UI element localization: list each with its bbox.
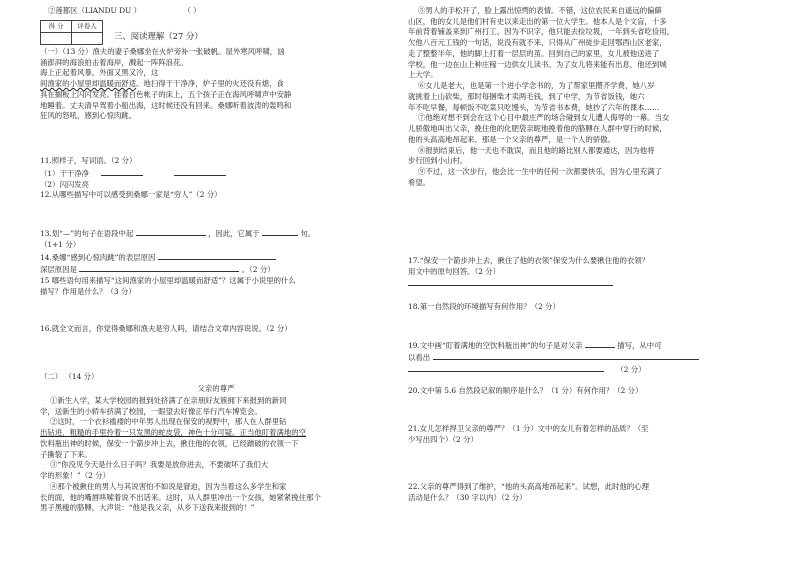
score-table xyxy=(40,20,103,45)
story-line: ⑤男人的手松开了，脸上露出惊愕的表情。不错，这位农民来自遥远的偏僻 xyxy=(418,6,662,15)
story-line: 子撕裂了下来。 xyxy=(40,449,92,459)
q14-answer-1[interactable] xyxy=(158,252,276,260)
q19-answer-1[interactable] xyxy=(585,340,615,348)
q14-text-c: 。（2 分） xyxy=(241,265,275,274)
q19-score: （2 分） xyxy=(616,365,646,374)
q17-answer-row xyxy=(408,278,613,290)
q17-line: 用文中的原句回答。（2 分） xyxy=(408,266,501,276)
para-line: 地睡着。丈夫清早驾着小船出海，这时候还没有回来。桑娜听着波涛的轰鸣和 xyxy=(40,100,292,110)
q13-answer-1[interactable] xyxy=(136,228,206,236)
q16: 16.就全文而言，你觉得桑娜和渔夫是穷人吗，请结合文章内容说说。（2 分） xyxy=(40,324,292,333)
story-line: 就挑着上山砍柴，那时每捆柴才卖两毛钱，到了中学，为节省饭钱，她六 xyxy=(408,91,645,101)
q13-text-c: 句。 xyxy=(300,229,316,238)
part1-header: （一） xyxy=(40,47,63,56)
q15-line: 描写？作用是什么？（3 分） xyxy=(40,286,136,296)
para-line: 狂风的怒吼，感到心惊肉跳。 xyxy=(40,111,137,121)
story-line: 年前背着铺盖来到广州打工。因为不识字，他只能去捡垃圾，一年到头省吃俭用， xyxy=(408,27,675,37)
q11b-label: （2）闪闪发亮 xyxy=(40,180,90,189)
q13-text-a: 13.划“—”的句子在语段中起 xyxy=(40,229,134,238)
story-line: 欠他八百元工钱的一句话，说没有就不来，只得从广州徒步走回鄂西山区老家， xyxy=(408,38,667,48)
story-line: ⑥女儿是老大，也是第一个进小学念书的，为了帮家里攒齐学费，她八岁 xyxy=(418,81,655,91)
para-line: 。地扫得干干净净，炉子里的火还没有熄，食 xyxy=(136,79,284,89)
score-cell[interactable] xyxy=(41,33,72,45)
q19-row-a xyxy=(408,340,662,352)
grader-cell[interactable] xyxy=(72,33,103,45)
q11a-answer-1[interactable] xyxy=(101,168,143,176)
q14-row-a xyxy=(40,252,276,264)
q19-answer-2[interactable] xyxy=(433,352,699,360)
q17 xyxy=(408,256,649,277)
q14-answer-2[interactable] xyxy=(79,264,239,272)
q22-line: 活动是什么？（30 字以内）（2 分） xyxy=(408,492,527,502)
q21-line: 少写出四个）（2 分） xyxy=(408,434,478,444)
q13-score: （1+1 分） xyxy=(40,240,81,249)
q22 xyxy=(408,482,649,503)
q14-text-b: 深层原因是 xyxy=(40,265,77,274)
q20: 20.文中第 5.6 自然段记叙的顺序是什么？（1 分）有何作用？（2 分） xyxy=(408,386,643,395)
story-line: 年不吃早餐，每顿饭不吃菜只吃馒头，为节省书本费，她抄了六年的课本…… xyxy=(408,102,660,112)
story-line: 他的头高高地昂起来。那是一个父亲的尊严，是一个人的骄傲。 xyxy=(408,134,615,144)
story-line: ⑦他绝对想不到会在这个心目中最庄严的场合碰到女儿遭人侮辱的一幕。当女 xyxy=(418,113,670,123)
q14-text-a: 14.桑娜“感到心惊肉跳”的表层原因 xyxy=(40,253,156,262)
q17-answer[interactable] xyxy=(408,278,613,286)
story-line: 步行回到小山村。 xyxy=(408,156,468,166)
q19-row-c xyxy=(408,364,646,376)
q19-text-b: 描写，从中可 xyxy=(617,341,662,350)
story-line: 饮料瓶出神的时候，保安一个箭步冲上去，揪住他的衣领，已经蹭破的衣领一下 xyxy=(40,438,299,448)
q13-answer-2[interactable] xyxy=(262,228,298,236)
story-line: 上大学。 xyxy=(408,70,438,80)
story-line: 学的形象！”（2 分） xyxy=(40,471,110,481)
story-line: 男子黑瘦的胳膊，大声说：“他是我父亲，从乡下送我来报到的！” xyxy=(40,503,255,513)
q18: 18.第一自然段的环境描写有何作用？（2 分） xyxy=(408,302,560,311)
story-line: ⑧报到结束后，他一天也不耽误，而且他的路比别人都要通达，因为他将 xyxy=(418,145,655,155)
para-line: 海上正起着风暴，外面又黑又冷，这 xyxy=(40,68,159,78)
q19-text-a: 19.文中画“盯着满地的空饮料瓶出神”的句子是对父亲 xyxy=(408,341,583,350)
q13 xyxy=(40,228,315,240)
story-line: 学校，他一边在山上种庄稼一边供女儿读书。为了女儿将来能有出息，他还到城 xyxy=(408,59,667,69)
q11a-row xyxy=(40,168,226,180)
q15 xyxy=(40,276,296,297)
top-item-paren: （ ） xyxy=(183,6,201,15)
story-line: ③“你没见今天是什么日子吗？我要是放你进去，不要破坏了我们大 xyxy=(50,460,269,470)
story-line: 学，送新生的小轿车挤满了校园，一眼望去好像正举行汽车博览会。 xyxy=(40,406,262,416)
story-line: 山区，他的女儿是他们村有史以来走出的第一位大学生。他本人是个文盲，十多 xyxy=(408,16,667,26)
q11a-answer-2[interactable] xyxy=(174,168,226,176)
story-line: ⑨不过，这一次步行，他会比一生中的任何一次都要快乐，因为心里充满了 xyxy=(418,167,662,177)
story-right-body xyxy=(408,6,674,188)
part2-header: （二） （14 分） xyxy=(40,372,99,381)
q13-text-b: ，因此，它属于 xyxy=(207,229,260,238)
q19-text-c: 以看出 xyxy=(408,353,431,362)
score-box xyxy=(40,20,103,45)
story-line: 希望。 xyxy=(408,177,431,187)
story-line: 儿骄傲地叫出父亲，挽住他的化肥袋亲昵地挽着他的胳膊在人群中穿行的时候， xyxy=(408,124,667,134)
q21-line: 21.女儿怎样捍卫父亲的尊严？（1 分）文中的女儿有着怎样的品质？（至 xyxy=(408,424,649,433)
q15-line: 15 哪些语句用来描写“这间渔家的小屋里却温暖而舒适”？这属于小说里的什么 xyxy=(40,276,296,285)
q19-answer-3[interactable] xyxy=(408,364,604,372)
part1-passage xyxy=(40,47,291,122)
story-line: 出钻进，粗糙的手里拎着一只发黑的蛇皮袋，神色十分可疑。正当他盯着满地的空 xyxy=(40,428,307,438)
q14-row-b xyxy=(40,264,275,276)
story-line: ④那个被揪住的男人与其说害怕不如说是窘迫，因为当着这么多学生和家 xyxy=(50,481,287,491)
section-title: 三、阅读理解（27 分） xyxy=(114,31,203,41)
q21 xyxy=(408,424,649,445)
q12: 12.从哪些描写中可以感受到桑娜一家是“穷人”（2 分） xyxy=(40,190,222,199)
underlined-sentence: 间渔家的小屋里却温暖而舒适 xyxy=(40,79,137,89)
story-line: 走了整整半年，他的脚上打着一层层的茧。回到自己的家里，女儿被他送进了 xyxy=(408,48,660,58)
q19-row-b xyxy=(408,352,699,364)
story-line: ①新生入学，某大学校园的报到处挤满了在亲朋好友簇拥下来报到的新同 xyxy=(50,396,287,405)
story-line: 长的面，他的嘴唇哆嗦着说不出话来。这时，从人群里冲出一个女孩，她紧紧挽住那个 xyxy=(40,492,321,502)
q17-line: 17.“保安一个箭步冲上去，揪住了他的衣领”保安为什么要揪住他的衣领？ xyxy=(408,256,650,265)
story-line: ②这时，一个衣衫褴褛的中年男人出现在保安的视野中，那人在人群里钻 xyxy=(50,417,287,427)
q22-line: 22.父亲的尊严得到了维护，“他的头高高地昂起来”。试想，此时他的心理 xyxy=(408,482,650,491)
story-left-body xyxy=(40,396,321,514)
grader-header: 评卷人 xyxy=(72,21,103,33)
q11a-label: （1）干干净净 xyxy=(40,169,90,178)
para-line: （13 分）渔夫的妻子桑娜坐在火炉旁补一张破帆。屋外寒风呼啸，汹 xyxy=(62,47,285,56)
top-item-text: ②莲都区（LIANDU DU ） xyxy=(48,6,141,15)
para-line: 涌澎湃的海浪拍击着海岸，溅起一阵阵浪花。 xyxy=(40,57,188,67)
story-title: 父亲的尊严 xyxy=(197,384,235,393)
top-item xyxy=(48,6,200,17)
score-header: 得 分 xyxy=(41,21,72,33)
q11: 11.照样子，写词语。（2 分） xyxy=(40,156,137,165)
para-line: 具在搁板上闪闪发亮。挂着白色帐子的床上，五个孩子正在海风呼啸声中安静 xyxy=(40,89,292,99)
